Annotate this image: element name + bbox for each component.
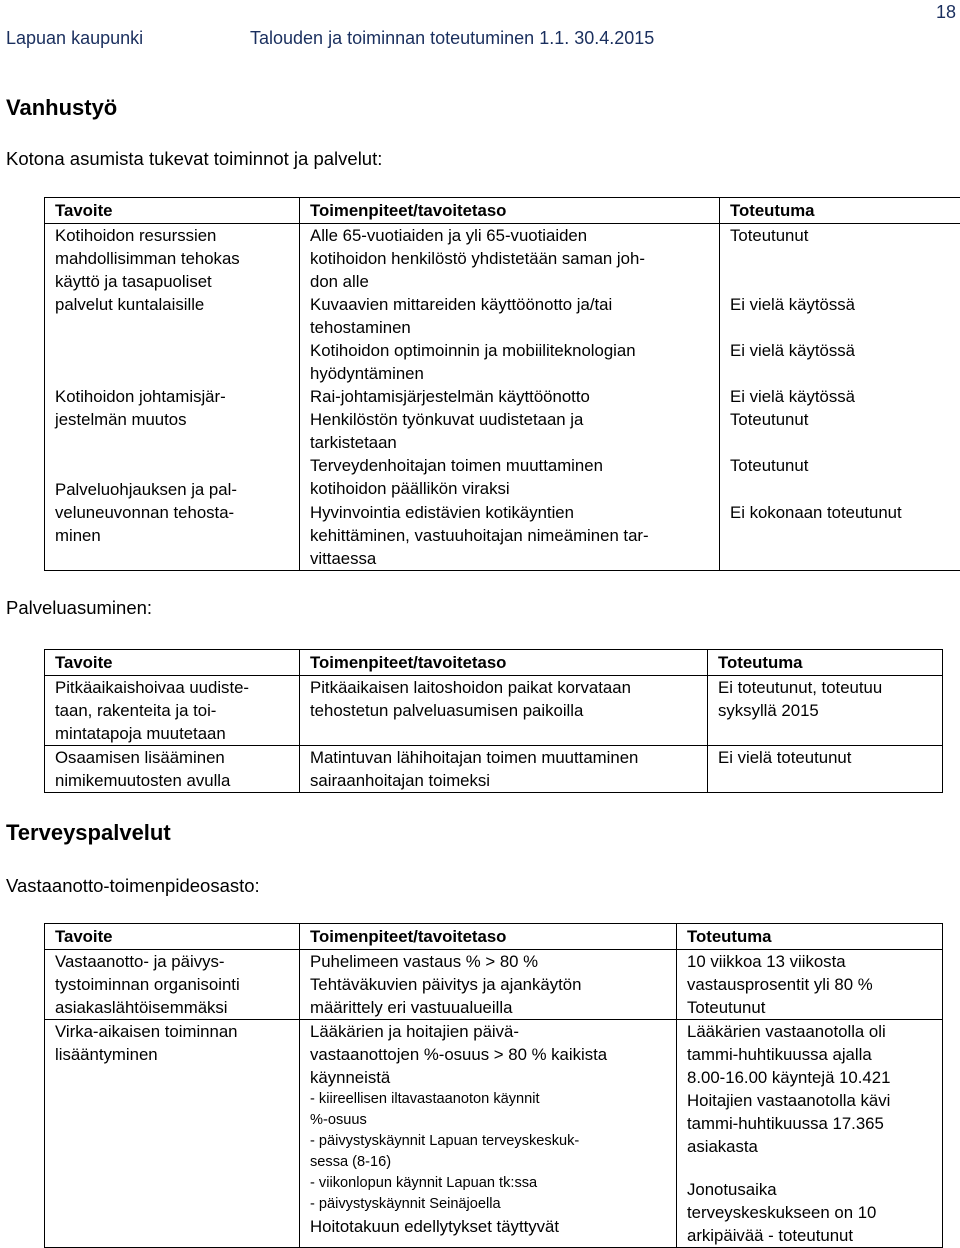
status-cell [677, 950, 943, 1020]
column-header-goal: Tavoite [45, 924, 300, 950]
column-header-goal: Tavoite [45, 650, 300, 676]
status-line: Ei toteutunut, toteutuu [718, 676, 942, 699]
status-line: 8.00-16.00 käyntejä 10.421 [687, 1066, 942, 1089]
goal-line: nimikemuutosten avulla [55, 769, 299, 792]
goal-cell [45, 746, 300, 793]
goal-line: Vastaanotto- ja päivys- [55, 950, 299, 973]
actions-cell [300, 950, 677, 1020]
status-cell [720, 224, 960, 571]
action-line: Tehtäväkuvien päivitys ja ajankäytön [310, 973, 676, 996]
actions-cell [300, 1020, 677, 1248]
action-line: Matintuvan lähihoitajan toimen muuttaminen [310, 746, 707, 769]
table-header-row [45, 650, 943, 676]
table-row [45, 746, 943, 793]
column-header-status: Toteutuma [677, 924, 943, 950]
actions-cell [300, 224, 720, 571]
status-line: arkipäivää - toteutunut [687, 1224, 942, 1247]
goal-cell [45, 1020, 300, 1248]
status-line: vastausprosentit yli 80 % [687, 973, 942, 996]
action-line: tehostetun palveluasumisen paikoilla [310, 699, 707, 722]
action-line: kotihoidon päällikön viraksi [310, 477, 719, 501]
action-line: Lääkärien ja hoitajien päivä- [310, 1020, 676, 1043]
action-line: Puhelimeen vastaus % > 80 % [310, 950, 676, 973]
status-line: Toteutunut [730, 408, 960, 431]
action-line: vastaanottojen %-osuus > 80 % kaikista [310, 1043, 676, 1066]
action-line: don alle [310, 270, 719, 293]
goal-line: mahdollisimman tehokas [55, 247, 299, 270]
action-line: Terveydenhoitajan toimen muuttaminen [310, 454, 719, 477]
table-header-row [45, 924, 943, 950]
action-bullet: - päivystyskäynnit Lapuan terveyskeskuk- [310, 1131, 676, 1152]
status-line: Hoitajien vastaanotolla kävi [687, 1089, 942, 1112]
goal-line: veluneuvonnan tehosta- [55, 501, 299, 524]
goal-line: käyttö ja tasapuoliset [55, 270, 299, 293]
status-line: Ei kokonaan toteutunut [730, 501, 960, 524]
action-bullet: - päivystyskäynnit Seinäjoella [310, 1194, 676, 1215]
action-line: Hoitotakuun edellytykset täyttyvät [310, 1215, 676, 1238]
subheading-vastaanotto: Vastaanotto-toimenpideosasto: [6, 874, 260, 898]
status-line: tammi-huhtikuussa ajalla [687, 1043, 942, 1066]
goal-line: Pitkäaikaishoivaa uudiste- [55, 676, 299, 699]
table-row [45, 1020, 943, 1248]
action-line: kehittäminen, vastuuhoitajan nimeäminen tar- [310, 524, 719, 547]
status-line: tammi-huhtikuussa 17.365 [687, 1112, 942, 1135]
status-line: Jonotusaika [687, 1178, 942, 1201]
subheading-palveluasuminen: Palveluasuminen: [6, 596, 152, 620]
action-line: Kuvaavien mittareiden käyttöönotto ja/tai [310, 293, 719, 316]
action-line: Hyvinvointia edistävien kotikäyntien [310, 501, 719, 524]
action-bullet: - kiireellisen iltavastaanoton käynnit [310, 1089, 676, 1110]
goal-cell [45, 676, 300, 746]
goal-line: Osaamisen lisääminen [55, 746, 299, 769]
table-kotona-asumista [44, 197, 960, 571]
page-number: 18 [936, 2, 956, 23]
table-row [45, 224, 960, 571]
status-cell [677, 1020, 943, 1248]
heading-terveyspalvelut: Terveyspalvelut [6, 819, 171, 847]
goal-line: Palveluohjauksen ja pal- [55, 478, 299, 501]
status-line: 10 viikkoa 13 viikosta [687, 950, 942, 973]
goal-cell [45, 950, 300, 1020]
status-line: Ei vielä toteutunut [718, 746, 942, 769]
status-line: asiakasta [687, 1135, 942, 1158]
subheading-kotona-asumista: Kotona asumista tukevat toiminnot ja palvelut: [6, 147, 382, 171]
table-row [45, 676, 943, 746]
header-organization: Lapuan kaupunki [6, 26, 143, 50]
status-line: Toteutunut [730, 454, 960, 477]
goal-line: tystoiminnan organisointi [55, 973, 299, 996]
action-line: Alle 65-vuotiaiden ja yli 65-vuotiaiden [310, 224, 719, 247]
goal-line: Kotihoidon johtamisjär- [55, 385, 299, 408]
action-line: määrittely eri vastuualueilla [310, 996, 676, 1019]
action-bullet: %-osuus [310, 1110, 676, 1131]
column-header-actions: Toimenpiteet/tavoitetaso [300, 924, 677, 950]
action-bullet: - viikonlopun käynnit Lapuan tk:ssa [310, 1173, 676, 1194]
status-line: terveyskeskukseen on 10 [687, 1201, 942, 1224]
status-line: Ei vielä käytössä [730, 339, 960, 362]
action-line: kotihoidon henkilöstö yhdistetään saman joh- [310, 247, 719, 270]
action-line: Kotihoidon optimoinnin ja mobiiliteknologian [310, 339, 719, 362]
status-line: Ei vielä käytössä [730, 293, 960, 316]
action-line: tarkistetaan [310, 431, 719, 454]
status-line: Toteutunut [730, 224, 960, 247]
actions-cell [300, 746, 708, 793]
goal-line: mintatapoja muutetaan [55, 722, 299, 745]
heading-vanhustyo: Vanhustyö [6, 94, 117, 122]
action-line: Pitkäaikaisen laitoshoidon paikat korvataan [310, 676, 707, 699]
header-report-title: Talouden ja toiminnan toteutuminen 1.1. 30.4.2015 [250, 26, 654, 50]
action-line: käynneistä [310, 1066, 676, 1089]
goal-line: asiakaslähtöisemmäksi [55, 996, 299, 1019]
goal-line: minen [55, 524, 299, 547]
action-line: sairaanhoitajan toimeksi [310, 769, 707, 792]
status-cell [708, 676, 943, 746]
goal-line: jestelmän muutos [55, 408, 299, 431]
goal-line: palvelut kuntalaisille [55, 293, 299, 316]
action-line: Henkilöstön työnkuvat uudistetaan ja [310, 408, 719, 431]
column-header-actions: Toimenpiteet/tavoitetaso [300, 198, 720, 224]
goal-line: taan, rakenteita ja toi- [55, 699, 299, 722]
status-line: Toteutunut [687, 996, 942, 1019]
goal-cell [45, 224, 300, 571]
column-header-status: Toteutuma [708, 650, 943, 676]
action-line: hyödyntäminen [310, 362, 719, 385]
table-vastaanotto [44, 923, 943, 1248]
table-row [45, 950, 943, 1020]
goal-line: lisääntyminen [55, 1043, 299, 1066]
table-palveluasuminen [44, 649, 943, 793]
action-line: Rai-johtamisjärjestelmän käyttöönotto [310, 385, 719, 408]
status-line: Ei vielä käytössä [730, 385, 960, 408]
status-cell [708, 746, 943, 793]
table-header-row [45, 198, 960, 224]
status-line: syksyllä 2015 [718, 699, 942, 722]
goal-line: Kotihoidon resurssien [55, 224, 299, 247]
column-header-status: Toteutuma [720, 198, 960, 224]
action-line: tehostaminen [310, 316, 719, 339]
column-header-goal: Tavoite [45, 198, 300, 224]
action-bullet: sessa (8-16) [310, 1152, 676, 1173]
status-line: Lääkärien vastaanotolla oli [687, 1020, 942, 1043]
actions-cell [300, 676, 708, 746]
column-header-actions: Toimenpiteet/tavoitetaso [300, 650, 708, 676]
action-line: vittaessa [310, 547, 719, 570]
goal-line: Virka-aikaisen toiminnan [55, 1020, 299, 1043]
